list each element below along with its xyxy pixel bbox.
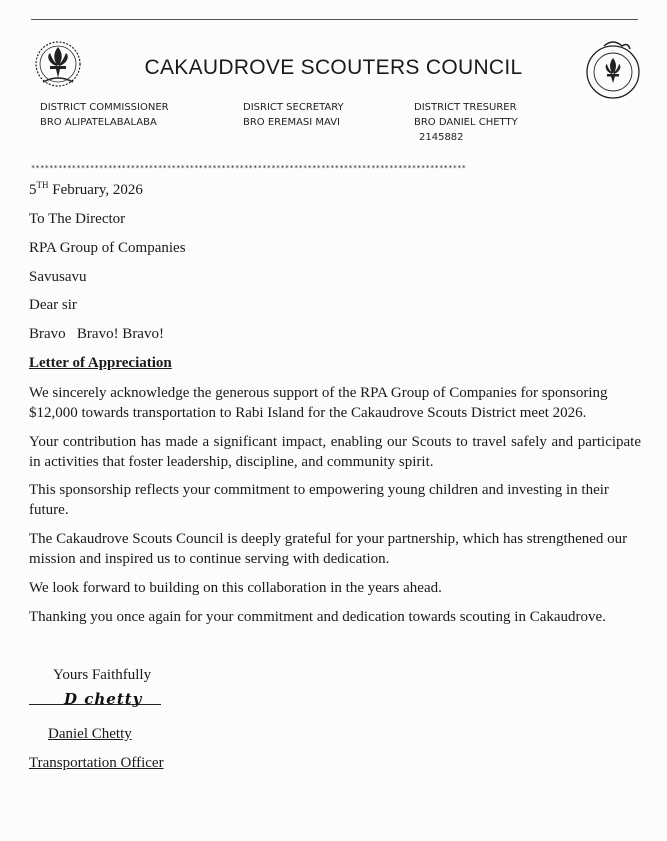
office-role: DISTRICT TRESURER (414, 102, 517, 113)
signer-title: Transportation Officer (29, 755, 164, 771)
closing: Yours Faithfully (53, 667, 152, 683)
date-rest: February, 2026 (48, 182, 143, 198)
body-paragraph-3: This sponsorship reflects your commitment to empowering young children and investing in their future. (29, 482, 609, 518)
body-paragraph-2: Your contribution has made a significant impact, enabling our Scouts to travel safely and participate in activities that foster leadership, discipline, and community spirit. (29, 434, 641, 470)
office-district-commissioner (40, 100, 169, 130)
organization-title: CAKAUDROVE SCOUTERS COUNCIL (144, 56, 523, 79)
office-role: DISTRICT COMMISSIONER (40, 102, 169, 113)
exclamation: Bravo Bravo! Bravo! (29, 326, 164, 342)
recipient-location: Savusavu (29, 269, 87, 285)
signature-line (29, 704, 161, 705)
office-phone: 2145882 (419, 132, 464, 143)
office-name: BRO DANIEL CHETTY (414, 117, 518, 128)
top-rule (31, 19, 638, 20)
signer-name: Daniel Chetty (48, 726, 132, 742)
body-paragraph-5: We look forward to building on this collaboration in the years ahead. (29, 580, 442, 596)
body-paragraph-6: Thanking you once again for your commitment and dedication towards scouting in Cakaudrove. (29, 609, 606, 625)
date-day: 5 (29, 182, 37, 198)
salutation: Dear sir (29, 297, 77, 313)
handwritten-signature: D chetty (64, 690, 143, 708)
date-suffix: TH (36, 180, 49, 190)
recipient-company: RPA Group of Companies (29, 240, 186, 256)
office-role: DISRICT SECRETARY (243, 102, 344, 113)
body-paragraph-4: The Cakaudrove Scouts Council is deeply grateful for your partnership, which has strengthened our mission and inspired us to continue serving with dedication. (29, 531, 628, 567)
office-name: BRO EREMASI MAVI (243, 117, 341, 128)
body-paragraph-1: We sincerely acknowledge the generous support of the RPA Group of Companies for sponsoring $12,000 towards transportation to Rabi Island for the Cakaudrove Scouts District meet 2026. (29, 385, 608, 421)
messengers-of-peace-logo (584, 38, 642, 100)
separator-line: ************************************************************************************************ (31, 164, 467, 172)
letter-date (29, 182, 143, 199)
letter-heading: Letter of Appreciation (29, 355, 172, 371)
office-name: BRO ALIPATELABALABA (40, 117, 157, 128)
office-district-treasurer (414, 100, 518, 145)
office-district-secretary (243, 100, 344, 130)
recipient-line: To The Director (29, 211, 126, 227)
